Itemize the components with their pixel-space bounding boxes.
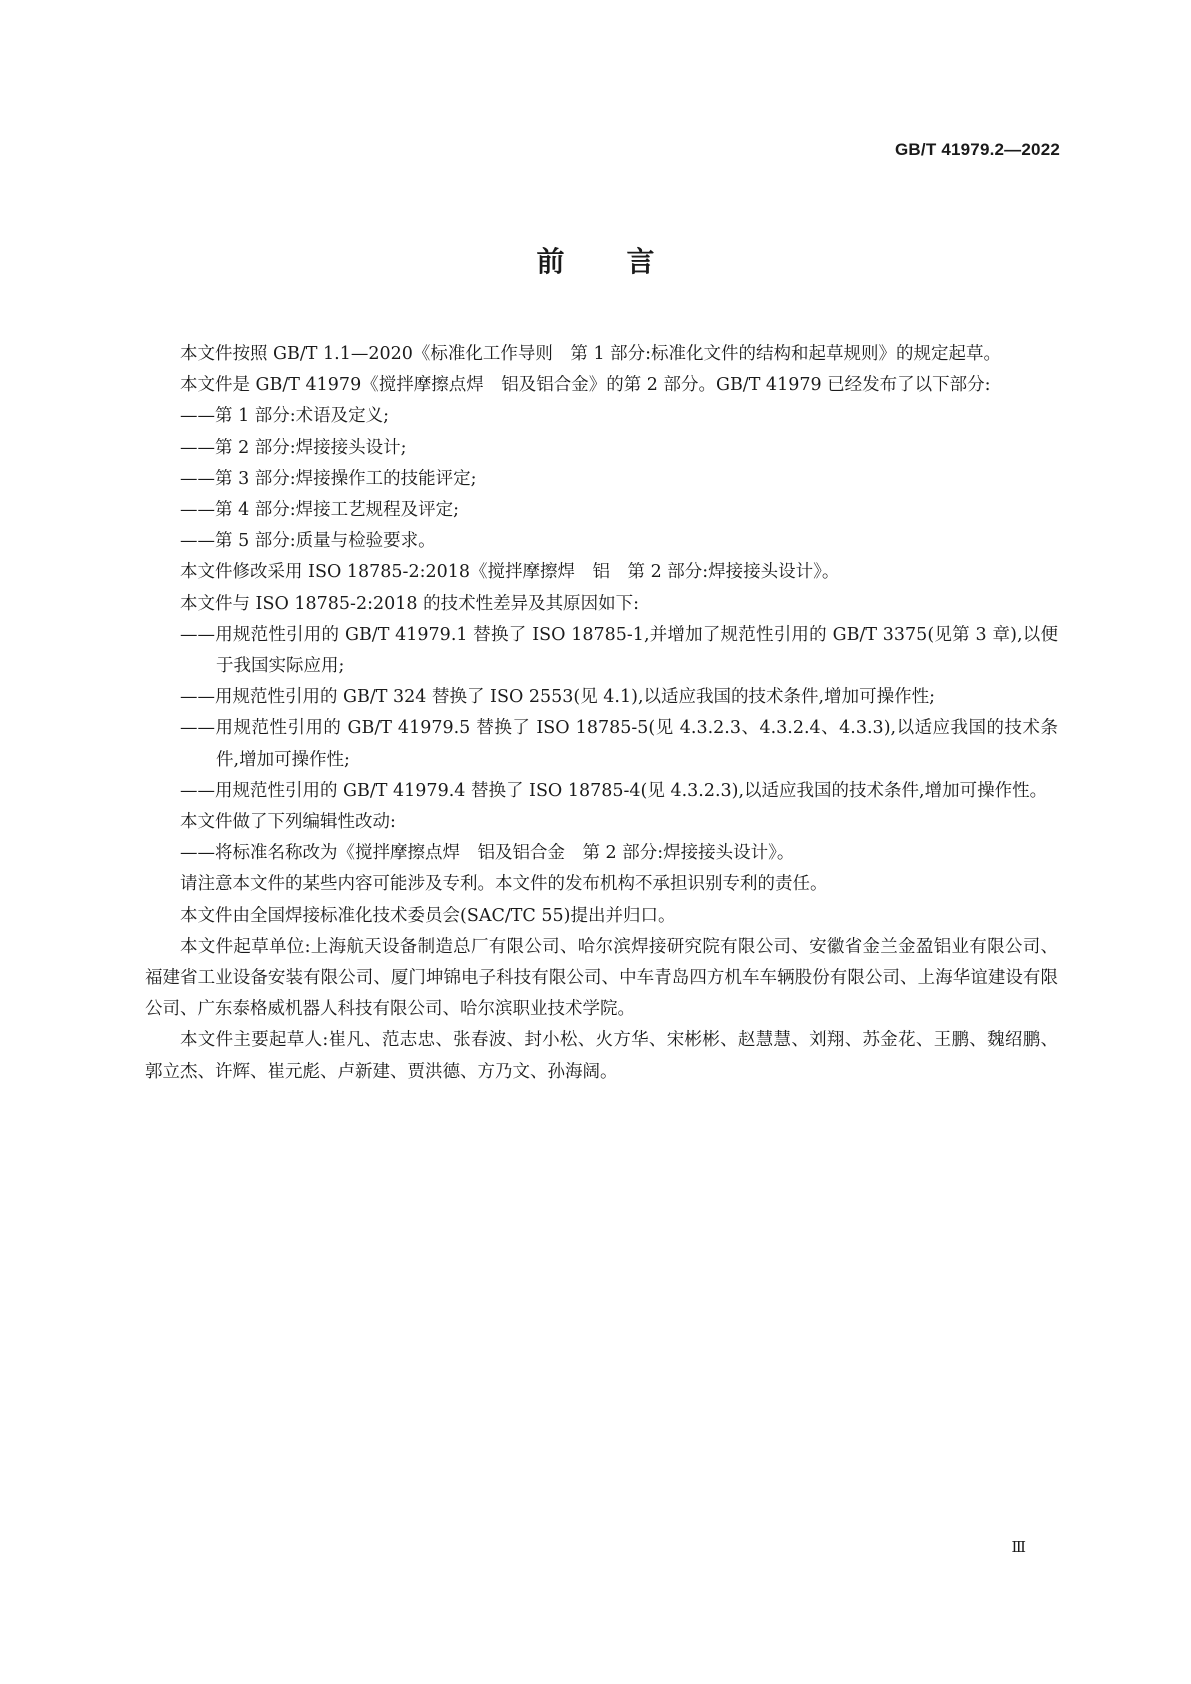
title-char-1: 前 bbox=[536, 245, 565, 278]
list-item-difference: ——用规范性引用的 GB/T 41979.5 替换了 ISO 18785-5(见 4.3.2.3、4.3.2.4、4.3.3),以适应我国的技术条件,增加可操作性; bbox=[180, 718, 1058, 770]
title-char-2: 言 bbox=[626, 245, 655, 278]
list-item-difference: ——用规范性引用的 GB/T 324 替换了 ISO 2553(见 4.1),以适应我国的技术条件,增加可操作性; bbox=[180, 687, 935, 708]
paragraph-drafting-rules: 本文件按照 GB/T 1.1—2020《标准化工作导则 第 1 部分:标准化文件的结构和起草规则》的规定起草。 bbox=[180, 344, 1002, 364]
list-item-editorial: ——将标准名称改为《搅拌摩擦点焊 铝及铝合金 第 2 部分:焊接接头设计》。 bbox=[180, 843, 795, 864]
standard-number: GB/T 41979.2—2022 bbox=[895, 140, 1060, 159]
list-item-part: ——第 2 部分:焊接接头设计; bbox=[180, 437, 407, 458]
list-item-part: ——第 1 部分:术语及定义; bbox=[180, 406, 390, 427]
paragraph-committee: 本文件由全国焊接标准化技术委员会(SAC/TC 55)提出并归口。 bbox=[180, 905, 676, 926]
paragraph-patent-notice: 请注意本文件的某些内容可能涉及专利。本文件的发布机构不承担识别专利的责任。 bbox=[180, 874, 828, 895]
foreword-body bbox=[145, 339, 1058, 1088]
paragraph-editorial-intro: 本文件做了下列编辑性改动: bbox=[180, 812, 396, 833]
paragraph-drafting-units: 本文件起草单位:上海航天设备制造总厂有限公司、哈尔滨焊接研究院有限公司、安徽省金兰金盈铝业有限公司、福建省工业设备安装有限公司、厦门坤锦电子科技有限公司、中车青岛四方机车车辆股份有限公司、上海华谊建设有限公司、广东泰格威机器人科技有限公司、哈尔滨职业技术学院。 bbox=[145, 936, 1058, 1020]
paragraph-drafters: 本文件主要起草人:崔凡、范志忠、张春波、封小松、火方华、宋彬彬、赵慧慧、刘翔、苏金花、王鹏、魏绍鹏、郭立杰、许辉、崔元彪、卢新建、贾洪德、方乃文、孙海阔。 bbox=[145, 1030, 1058, 1082]
page-number: Ⅲ bbox=[1011, 1538, 1026, 1556]
paragraph-differences-intro: 本文件与 ISO 18785-2:2018 的技术性差异及其原因如下: bbox=[180, 593, 639, 614]
list-item-part: ——第 5 部分:质量与检验要求。 bbox=[180, 531, 436, 552]
list-item-difference: ——用规范性引用的 GB/T 41979.1 替换了 ISO 18785-1,并增加了规范性引用的 GB/T 3375(见第 3 章),以便于我国实际应用; bbox=[180, 624, 1058, 677]
page-title bbox=[0, 240, 1191, 280]
list-item-part: ——第 3 部分:焊接操作工的技能评定; bbox=[180, 468, 477, 489]
list-item-difference: ——用规范性引用的 GB/T 41979.4 替换了 ISO 18785-4(见 4.3.2.3),以适应我国的技术条件,增加可操作性。 bbox=[180, 780, 1048, 801]
paragraph-adoption: 本文件修改采用 ISO 18785-2:2018《搅拌摩擦焊 铝 第 2 部分:焊接接头设计》。 bbox=[180, 562, 840, 583]
list-item-part: ——第 4 部分:焊接工艺规程及评定; bbox=[180, 500, 460, 521]
paragraph-series-intro: 本文件是 GB/T 41979《搅拌摩擦点焊 铝及铝合金》的第 2 部分。GB/T 41979 已经发布了以下部分: bbox=[180, 375, 991, 396]
